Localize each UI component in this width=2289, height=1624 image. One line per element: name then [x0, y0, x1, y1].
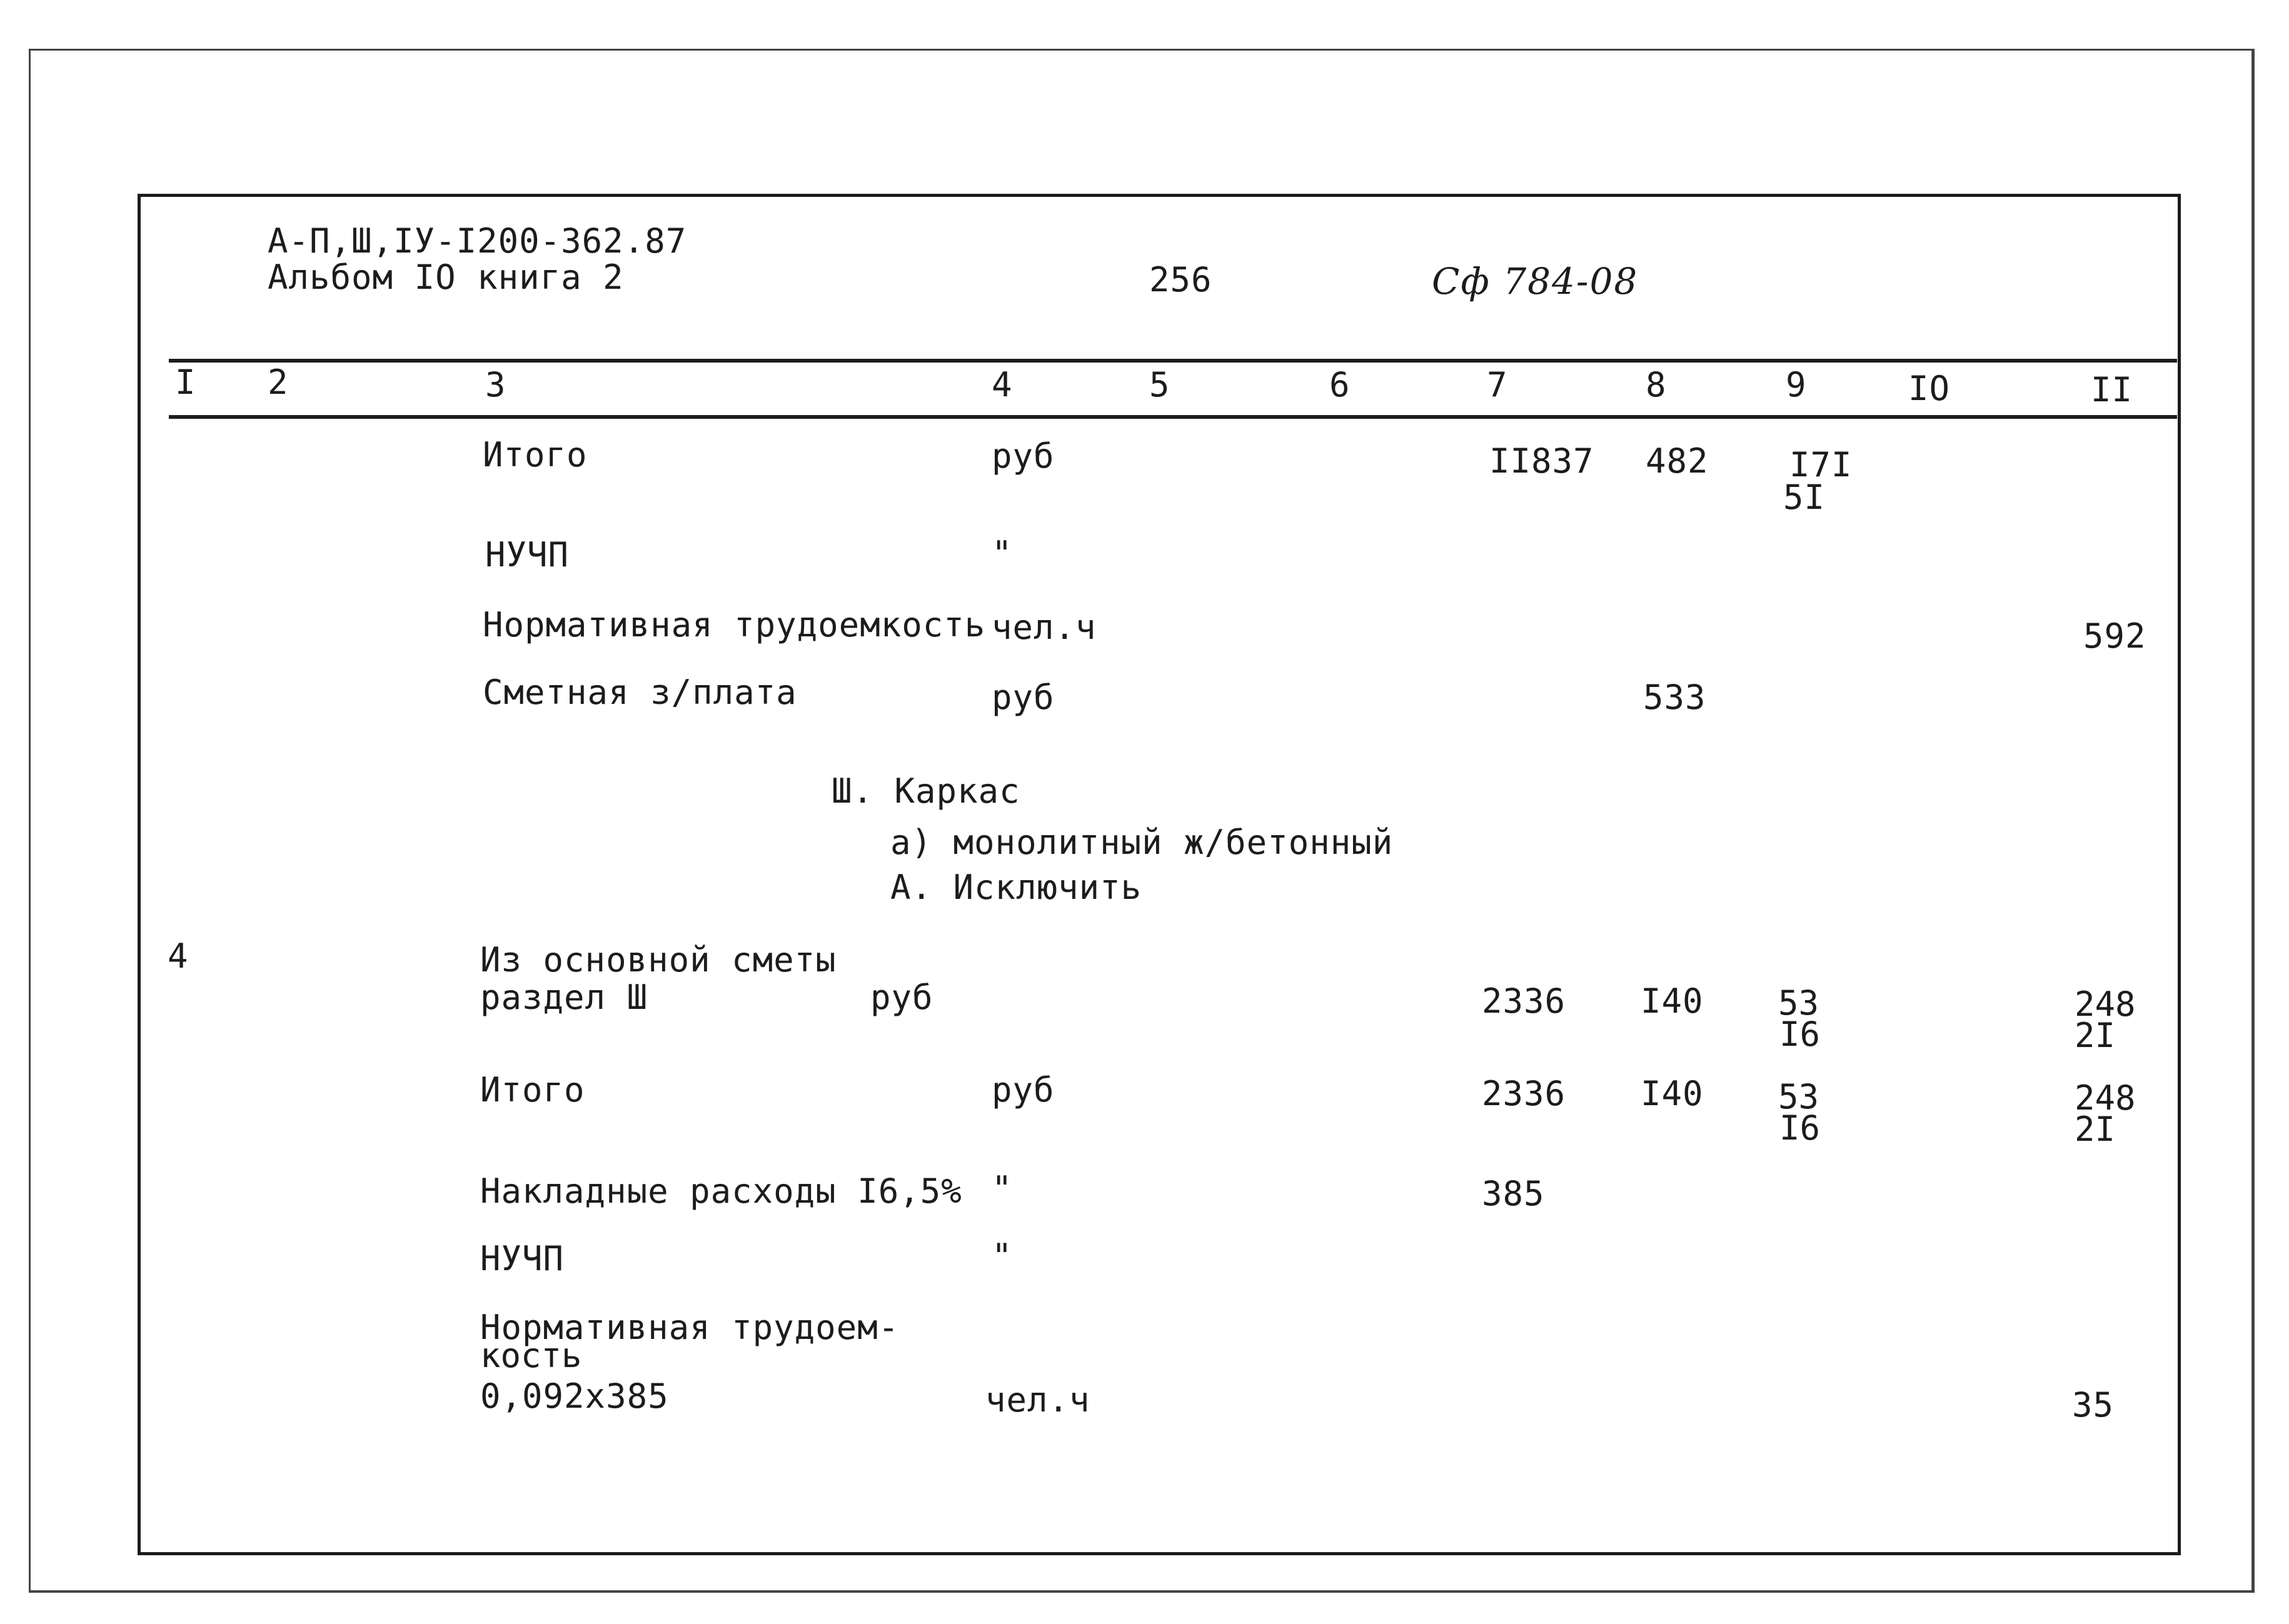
row-itogo2-col9-line1: 53	[1778, 1077, 1819, 1116]
row-labor2-name-line1: Нормативная трудоем-	[480, 1308, 900, 1347]
row-nuchp2-name: НУЧП	[480, 1239, 565, 1278]
row-overhead-name: Накладные расходы I6,5%	[480, 1171, 962, 1211]
column-header-4: 4	[992, 365, 1013, 404]
row-overhead-col7: 385	[1482, 1174, 1545, 1213]
row-from-main-col8: I40	[1641, 981, 1704, 1021]
row-itogo-unit: руб	[992, 436, 1055, 476]
column-header-6: 6	[1329, 365, 1351, 404]
section-title: Ш. Каркас	[832, 771, 1020, 811]
column-header-5: 5	[1149, 365, 1170, 404]
album-label: Альбом IО книга 2	[268, 258, 624, 297]
row-4-number: 4	[168, 936, 189, 976]
page-number: 256	[1149, 260, 1212, 299]
row-itogo2-unit: руб	[992, 1070, 1055, 1110]
row-itogo-name: Итого	[483, 435, 588, 474]
row-itogo2-col7: 2336	[1482, 1074, 1566, 1113]
row-salary-col8: 533	[1643, 678, 1706, 717]
column-header-7: 7	[1487, 365, 1508, 404]
row-itogo-col9-line2: 5I	[1783, 478, 1826, 517]
handwritten-stamp: Сф 784-08	[1432, 260, 1639, 303]
column-header-9: 9	[1786, 365, 1807, 404]
row-itogo2-col9-line2: I6	[1779, 1108, 1821, 1148]
header-top-rule	[169, 359, 2177, 363]
column-header-1: I	[175, 363, 196, 402]
column-header-10: IО	[1908, 369, 1951, 408]
row-from-main-name-line2: раздел Ш	[480, 978, 648, 1017]
row-itogo2-col11-line2: 2I	[2075, 1110, 2116, 1149]
row-itogo-col8: 482	[1646, 441, 1709, 481]
row-from-main-col11-line1: 248	[2075, 985, 2136, 1024]
column-header-11: II	[2091, 370, 2133, 409]
row-itogo2-name: Итого	[480, 1070, 585, 1110]
row-labor2-unit: чел.ч	[985, 1380, 1090, 1420]
section-subtitle-a: а) монолитный ж/бетонный	[890, 823, 1394, 862]
row-itogo-col9-line1: I7I	[1789, 445, 1853, 484]
row-labor2-col11: 35	[2072, 1385, 2115, 1425]
row-labor2-name-line3: 0,092х385	[480, 1376, 669, 1416]
row-labor-name: Нормативная трудоемкость	[483, 605, 986, 644]
row-itogo2-col8: I40	[1641, 1074, 1704, 1113]
row-labor-col11: 592	[2083, 616, 2146, 656]
row-salary-name: Сметная з/плата	[483, 673, 797, 712]
row-from-main-col7: 2336	[1482, 981, 1566, 1021]
row-salary-unit: руб	[992, 678, 1055, 717]
row-nuchp-unit: "	[992, 534, 1013, 573]
row-nuchp-name: НУЧП	[485, 535, 570, 574]
row-labor2-name-line2: кость	[480, 1336, 582, 1375]
section-subtitle-b: А. Исключить	[890, 868, 1142, 907]
row-labor-unit: чел.ч	[992, 608, 1097, 647]
row-itogo2-col11-line1: 248	[2075, 1078, 2136, 1118]
row-overhead-unit: "	[992, 1169, 1013, 1208]
document-code: А-П,Ш,IУ-I200-362.87	[268, 221, 687, 261]
header-bottom-rule	[169, 415, 2177, 419]
row-nuchp2-unit: "	[992, 1236, 1013, 1276]
row-from-main-col9-line1: 53	[1778, 983, 1819, 1023]
column-header-3: 3	[485, 365, 506, 404]
column-header-2: 2	[268, 363, 289, 402]
row-itogo-col7: II837	[1489, 441, 1594, 481]
row-from-main-col9-line2: I6	[1779, 1015, 1821, 1054]
row-from-main-col11-line2: 2I	[2075, 1016, 2116, 1055]
row-from-main-unit: руб	[870, 978, 933, 1017]
row-from-main-name-line1: Из основной сметы	[480, 940, 837, 980]
column-header-8: 8	[1646, 365, 1667, 404]
